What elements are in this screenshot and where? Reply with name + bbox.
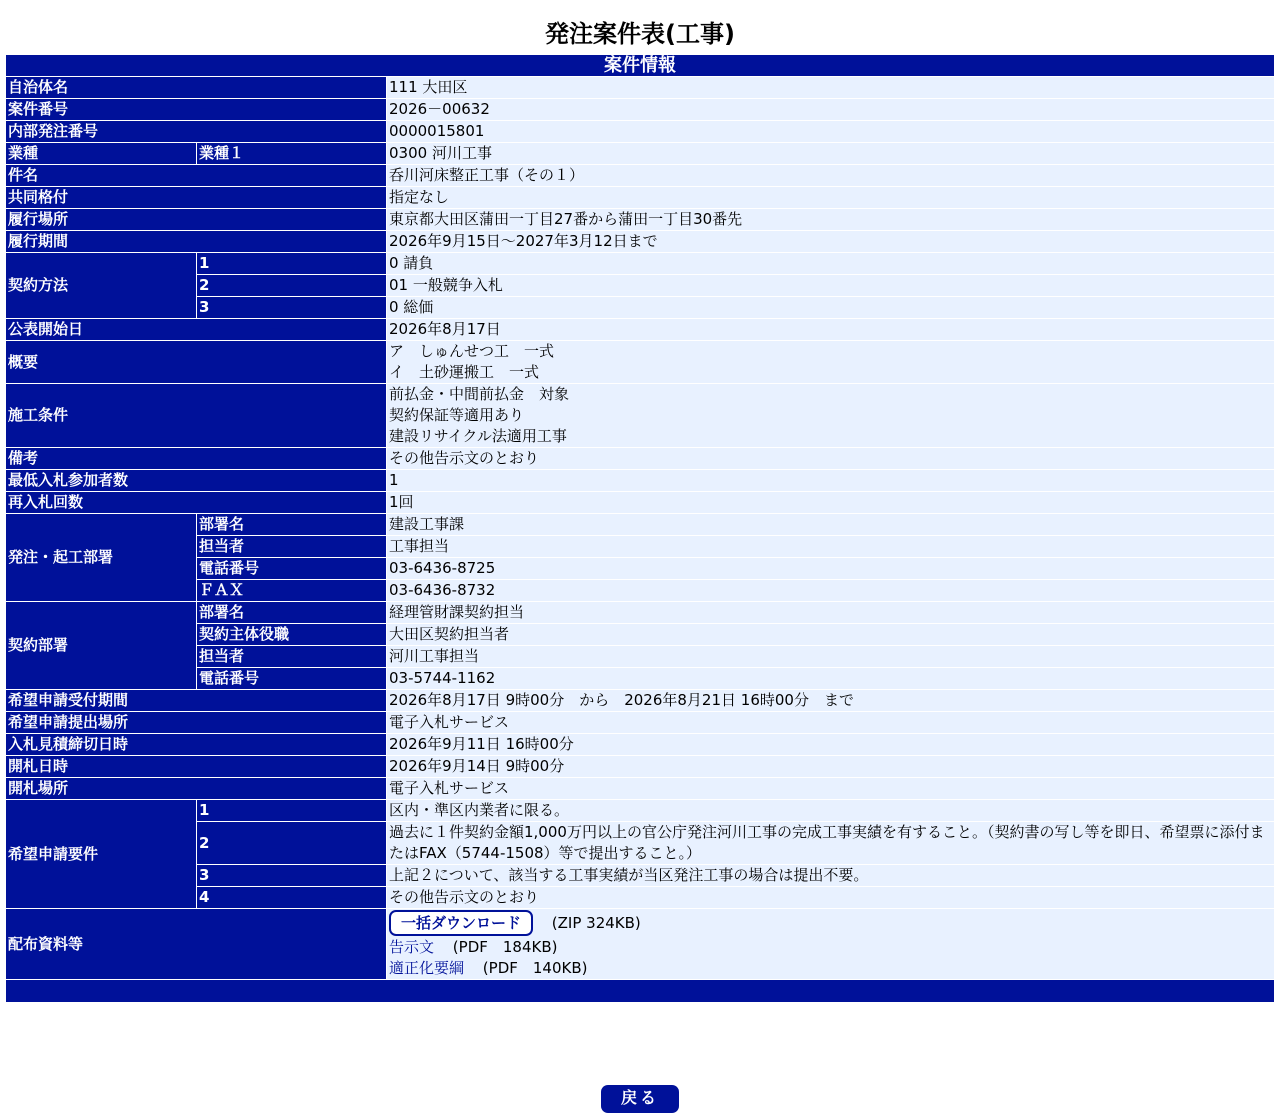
row-value-case-no: 2026－00632 [386,99,1274,120]
table-row [6,778,1274,799]
summary-line: ア しゅんせつ工 一式 [389,342,555,360]
footer-bar-row [6,980,1274,1002]
table-row [6,341,1274,383]
table-row [6,865,1274,886]
row-label-contract-method: 契約方法 [6,253,196,318]
table-row [6,909,1274,979]
row-label-publish-date: 公表開始日 [6,319,386,340]
table-row [6,209,1274,230]
back-button[interactable]: 戻る [601,1085,679,1113]
row-label-requirements: 希望申請要件 [6,800,196,908]
row-value-summary [386,341,1274,383]
row-value-opening-place: 電子入札サービス [386,778,1274,799]
row-label-internal-no: 内部発注番号 [6,121,386,142]
table-row [6,297,1274,318]
table-row [6,514,1274,535]
row-sublabel: 部署名 [196,602,386,623]
table-row [6,384,1274,447]
table-row [6,602,1274,623]
row-value: 03-5744-1162 [386,668,1274,689]
table-row [6,492,1274,513]
row-sublabel: ＦＡＸ [196,580,386,601]
row-label-conditions: 施工条件 [6,384,386,447]
table-row [6,800,1274,821]
row-label-location: 履行場所 [6,209,386,230]
row-label-period: 履行期間 [6,231,386,252]
page-title: 発注案件表(工事) [545,20,735,48]
row-sublabel: 1 [196,253,386,274]
row-label-documents: 配布資料等 [6,909,386,979]
row-sublabel: 4 [196,887,386,908]
table-row [6,187,1274,208]
row-value: 上記２について、該当する工事実績が当区発注工事の場合は提出不要。 [386,865,1274,886]
row-label-summary: 概要 [6,341,386,383]
table-row [6,99,1274,120]
row-label-municipality: 自治体名 [6,77,386,98]
table-row [6,887,1274,908]
table-row [6,470,1274,491]
section-header: 案件情報 [6,55,1274,76]
table-row [6,448,1274,469]
row-value: 0 総価 [386,297,1274,318]
summary-line: イ 土砂運搬工 一式 [389,363,540,381]
row-value-remarks: その他告示文のとおり [386,448,1274,469]
row-value: 0 請負 [386,253,1274,274]
table-row [6,77,1274,98]
row-value-rebid-count: 1回 [386,492,1274,513]
row-value-period: 2026年9月15日～2027年3月12日まで [386,231,1274,252]
table-row [6,668,1274,689]
table-row [6,822,1274,864]
table-row [6,624,1274,645]
row-value-conditions [386,384,1274,447]
table-row [6,536,1274,557]
row-label-joint: 共同格付 [6,187,386,208]
bulk-download-size: (ZIP 324KB) [551,914,641,932]
row-value: その他告示文のとおり [386,887,1274,908]
row-label-min-bidders: 最低入札参加者数 [6,470,386,491]
row-value-documents [386,909,1274,979]
table-row [6,231,1274,252]
row-sublabel: 2 [196,275,386,296]
file-line [389,958,1272,979]
row-value: 03-6436-8725 [386,558,1274,579]
row-sublabel: 3 [196,297,386,318]
row-sublabel: 契約主体役職 [196,624,386,645]
table-row [6,690,1274,711]
row-value-name: 呑川河床整正工事（その１） [386,165,1274,186]
file-line [389,937,1272,958]
table-row [6,121,1274,142]
row-value-internal-no: 0000015801 [386,121,1274,142]
row-sublabel: 1 [196,800,386,821]
row-sublabel: 担当者 [196,646,386,667]
row-label-opening-place: 開札場所 [6,778,386,799]
back-button-container [0,1085,1280,1113]
row-value: 区内・準区内業者に限る。 [386,800,1274,821]
table-row [6,712,1274,733]
table-row [6,646,1274,667]
row-label-remarks: 備考 [6,448,386,469]
bulk-download-button[interactable]: 一括ダウンロード [389,910,533,936]
bulk-download-line [389,909,1272,937]
row-value-location: 東京都大田区蒲田一丁目27番から蒲田一丁目30番先 [386,209,1274,230]
row-label-ordering-dept: 発注・起工部署 [6,514,196,601]
row-sublabel: 担当者 [196,536,386,557]
table-row [6,558,1274,579]
row-label-industry: 業種 [6,143,196,164]
row-label-bid-deadline: 入札見積締切日時 [6,734,386,755]
row-value: 工事担当 [386,536,1274,557]
table-row [6,165,1274,186]
row-sublabel: 部署名 [196,514,386,535]
row-sublabel: 電話番号 [196,558,386,579]
table-row [6,275,1274,296]
row-sublabel: 3 [196,865,386,886]
row-label-rebid-count: 再入札回数 [6,492,386,513]
row-value-bid-deadline: 2026年9月11日 16時00分 [386,734,1274,755]
condition-line: 契約保証等適用あり [389,406,525,424]
row-value: 01 一般競争入札 [386,275,1274,296]
table-row [6,756,1274,777]
table-row [6,319,1274,340]
row-value: 03-6436-8732 [386,580,1274,601]
file-size: (PDF 140KB) [482,959,588,977]
section-header-row [6,55,1274,76]
row-value-publish-date: 2026年8月17日 [386,319,1274,340]
row-value-joint: 指定なし [386,187,1274,208]
row-label-apply-period: 希望申請受付期間 [6,690,386,711]
file-link-notice[interactable]: 告示文 [389,938,435,956]
file-size: (PDF 184KB) [452,938,558,956]
row-label-name: 件名 [6,165,386,186]
row-value-min-bidders: 1 [386,470,1274,491]
row-label-opening-datetime: 開札日時 [6,756,386,777]
row-value: 経理管財課契約担当 [386,602,1274,623]
case-info-table [6,54,1274,1003]
row-value-industry: 0300 河川工事 [386,143,1274,164]
row-value: 過去に１件契約金額1,000万円以上の官公庁発注河川工事の完成工事実績を有すること。（契約書の写し等を即日、希望票に添付またはFAX（5744-1508）等で提出すること。） [386,822,1274,864]
condition-line: 建設リサイクル法適用工事 [389,427,567,445]
condition-line: 前払金・中間前払金 対象 [389,385,570,403]
row-value-apply-period: 2026年8月17日 9時00分 から 2026年8月21日 16時00分 まで [386,690,1274,711]
row-value-municipality: 111 大田区 [386,77,1274,98]
footer-bar [6,980,1274,1002]
row-sublabel: 電話番号 [196,668,386,689]
table-row [6,253,1274,274]
row-value-opening-datetime: 2026年9月14日 9時00分 [386,756,1274,777]
row-sublabel: 2 [196,822,386,864]
table-row [6,143,1274,164]
table-row [6,580,1274,601]
row-label-contract-dept: 契約部署 [6,602,196,689]
row-value: 大田区契約担当者 [386,624,1274,645]
row-sublabel-industry: 業種１ [196,143,386,164]
row-value: 建設工事課 [386,514,1274,535]
row-value: 河川工事担当 [386,646,1274,667]
row-label-case-no: 案件番号 [6,99,386,120]
file-link-guideline[interactable]: 適正化要綱 [389,959,465,977]
row-label-apply-place: 希望申請提出場所 [6,712,386,733]
row-value-apply-place: 電子入札サービス [386,712,1274,733]
table-row [6,734,1274,755]
